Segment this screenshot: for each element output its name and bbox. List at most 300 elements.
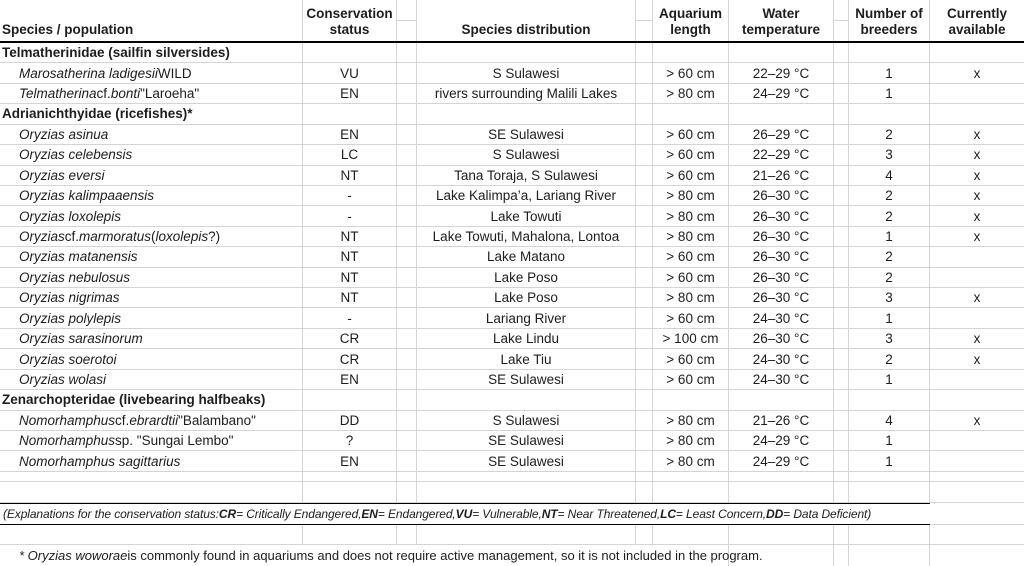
empty-cell[interactable]: [636, 482, 653, 502]
text-segment: is commonly found in aquariums and does not require active management, so it is not included in the program.: [127, 547, 763, 563]
status-cell[interactable]: EN: [303, 451, 397, 470]
species-cell[interactable]: [0, 329, 303, 348]
text-segment: ebrardtii: [129, 412, 179, 428]
temperature-cell[interactable]: 22–29 °C: [729, 63, 834, 82]
distribution-cell[interactable]: Lake Poso: [417, 268, 636, 287]
length-cell[interactable]: > 80 cm: [653, 451, 729, 470]
gap-cell[interactable]: [636, 206, 653, 225]
gap-cell[interactable]: [636, 329, 653, 348]
text-segment: LC: [660, 506, 676, 521]
gap-cell[interactable]: [397, 308, 417, 327]
breeders-cell[interactable]: 1: [849, 451, 930, 470]
temperature-cell[interactable]: 26–30 °C: [729, 227, 834, 246]
gap-cell[interactable]: [636, 247, 653, 266]
status-cell[interactable]: [303, 390, 397, 409]
gap-cell[interactable]: [834, 247, 849, 266]
distribution-cell[interactable]: [417, 104, 636, 123]
gap-cell[interactable]: [397, 166, 417, 185]
status-cell[interactable]: [303, 104, 397, 123]
available-cell[interactable]: x: [973, 65, 981, 81]
temperature-cell[interactable]: 26–30 °C: [729, 288, 834, 307]
gap-cell[interactable]: [397, 288, 417, 307]
empty-cell[interactable]: [930, 525, 1024, 544]
status-cell[interactable]: EN: [303, 125, 397, 144]
temperature-cell[interactable]: 26–30 °C: [729, 186, 834, 205]
species-row: [0, 308, 1024, 328]
empty-cell[interactable]: [303, 472, 397, 481]
gap-cell[interactable]: [636, 390, 653, 409]
text-segment: Oryzias kalimpaaensis: [19, 188, 155, 204]
breeders-cell[interactable]: 1: [849, 227, 930, 246]
status-cell[interactable]: NT: [303, 247, 397, 266]
empty-cell[interactable]: [653, 482, 729, 502]
gap-cell[interactable]: [397, 370, 417, 389]
available-cell[interactable]: [930, 268, 1024, 287]
gap-cell[interactable]: [834, 186, 849, 205]
length-cell[interactable]: > 80 cm: [653, 84, 729, 103]
breeders-cell[interactable]: 4: [849, 166, 930, 185]
species-cell[interactable]: [0, 268, 303, 287]
available-cell[interactable]: [930, 451, 1024, 470]
species-cell[interactable]: [0, 349, 303, 368]
available-cell[interactable]: [930, 247, 1024, 266]
empty-cell[interactable]: [729, 525, 834, 544]
empty-cell[interactable]: [930, 545, 1024, 566]
distribution-cell[interactable]: rivers surrounding Malili Lakes: [417, 84, 636, 103]
text-segment: Telmatherina: [19, 86, 97, 102]
breeders-cell[interactable]: 1: [849, 431, 930, 450]
length-cell[interactable]: [653, 104, 729, 123]
gap-cell[interactable]: [636, 411, 653, 430]
temperature-cell[interactable]: 21–26 °C: [729, 411, 834, 430]
gap-cell[interactable]: [834, 145, 849, 164]
temperature-cell[interactable]: 24–29 °C: [729, 451, 834, 470]
length-cell[interactable]: [653, 390, 729, 409]
species-cell[interactable]: [0, 370, 303, 389]
length-cell[interactable]: > 60 cm: [653, 125, 729, 144]
empty-cell[interactable]: [849, 472, 930, 481]
text-segment: Nomorhamphus: [19, 412, 116, 428]
gap-cell[interactable]: [834, 288, 849, 307]
species-cell[interactable]: [0, 451, 303, 470]
temperature-cell[interactable]: 22–29 °C: [729, 145, 834, 164]
header-line: Currently: [946, 6, 1007, 21]
temperature-cell[interactable]: 26–30 °C: [729, 329, 834, 348]
text-segment: NT: [541, 506, 558, 521]
distribution-cell[interactable]: SE Sulawesi: [417, 451, 636, 470]
distribution-cell[interactable]: SE Sulawesi: [417, 370, 636, 389]
gap-cell[interactable]: [834, 125, 849, 144]
length-cell[interactable]: > 60 cm: [653, 370, 729, 389]
gap-cell[interactable]: [834, 227, 849, 246]
gap-cell[interactable]: [636, 268, 653, 287]
temperature-cell[interactable]: [729, 104, 834, 123]
empty-cell[interactable]: [0, 482, 303, 502]
status-cell[interactable]: EN: [303, 370, 397, 389]
temperature-cell[interactable]: 26–30 °C: [729, 206, 834, 225]
text-segment: = Near Threatened,: [557, 506, 661, 521]
available-cell[interactable]: [930, 43, 1024, 62]
breeders-cell[interactable]: 2: [849, 125, 930, 144]
temperature-cell[interactable]: 24–30 °C: [729, 308, 834, 327]
available-cell[interactable]: [930, 104, 1024, 123]
status-cell[interactable]: -: [303, 308, 397, 327]
text-segment: Oryzias sarasinorum: [19, 331, 143, 347]
status-cell[interactable]: NT: [303, 166, 397, 185]
distribution-cell[interactable]: Lake Poso: [417, 288, 636, 307]
length-cell[interactable]: > 60 cm: [653, 247, 729, 266]
temperature-cell[interactable]: [729, 43, 834, 62]
breeders-cell[interactable]: [849, 390, 930, 409]
breeders-cell[interactable]: 3: [849, 288, 930, 307]
gap-cell[interactable]: [636, 104, 653, 123]
distribution-cell[interactable]: S Sulawesi: [417, 411, 636, 430]
gap-cell[interactable]: [397, 390, 417, 409]
gap-cell[interactable]: [834, 390, 849, 409]
breeders-cell[interactable]: [849, 104, 930, 123]
distribution-cell[interactable]: SE Sulawesi: [417, 125, 636, 144]
gap-cell[interactable]: [636, 84, 653, 103]
gap-cell[interactable]: [834, 349, 849, 368]
temperature-cell[interactable]: 21–26 °C: [729, 166, 834, 185]
empty-cell[interactable]: [417, 472, 636, 481]
species-cell[interactable]: [0, 186, 303, 205]
text-segment: Oryzias nigrimas: [19, 290, 120, 306]
gap-cell[interactable]: [397, 104, 417, 123]
breeders-cell[interactable]: 1: [849, 370, 930, 389]
temperature-cell[interactable]: 24–30 °C: [729, 349, 834, 368]
gap-cell[interactable]: [834, 63, 849, 82]
empty-cell[interactable]: [930, 503, 1024, 525]
species-cell[interactable]: Zenarchopteridae (livebearing halfbeaks): [0, 390, 303, 409]
available-cell[interactable]: [930, 431, 1024, 450]
empty-cell[interactable]: [653, 525, 729, 544]
gap-cell[interactable]: [834, 166, 849, 185]
breeders-cell[interactable]: 2: [849, 206, 930, 225]
text-segment: "Balambano": [178, 412, 256, 428]
empty-row: [0, 482, 1024, 503]
gap-cell[interactable]: [397, 411, 417, 430]
species-row: [0, 349, 1024, 369]
header-gap-cell[interactable]: [834, 0, 849, 41]
gap-cell[interactable]: [397, 329, 417, 348]
gap-cell[interactable]: [636, 166, 653, 185]
species-cell[interactable]: [0, 308, 303, 327]
gap-cell[interactable]: [397, 227, 417, 246]
conservation-status-legend[interactable]: [0, 503, 930, 525]
species-row: [0, 186, 1024, 206]
species-cell[interactable]: [0, 227, 303, 246]
text-segment: Nomorhamphus sagittarius: [19, 453, 181, 469]
available-cell[interactable]: [930, 308, 1024, 327]
empty-cell[interactable]: [849, 525, 930, 544]
gap-cell[interactable]: [636, 125, 653, 144]
breeders-cell[interactable]: 1: [849, 63, 930, 82]
header-water-temperature[interactable]: [729, 0, 834, 41]
available-cell[interactable]: x: [973, 331, 981, 347]
gap-cell[interactable]: [636, 43, 653, 62]
gap-cell[interactable]: [834, 411, 849, 430]
gap-cell[interactable]: [834, 104, 849, 123]
breeders-cell[interactable]: 2: [849, 186, 930, 205]
empty-cell[interactable]: [729, 482, 834, 502]
text-segment: VU: [455, 506, 473, 521]
species-row: [0, 288, 1024, 308]
length-cell[interactable]: > 80 cm: [653, 186, 729, 205]
empty-cell[interactable]: [729, 472, 834, 481]
empty-cell[interactable]: [834, 545, 849, 566]
breeders-cell[interactable]: 3: [849, 145, 930, 164]
gap-cell[interactable]: [834, 84, 849, 103]
species-row: [0, 247, 1024, 267]
gap-cell[interactable]: [636, 349, 653, 368]
gap-cell[interactable]: [834, 431, 849, 450]
family-row: [0, 104, 1024, 124]
gap-cell[interactable]: [397, 84, 417, 103]
distribution-cell[interactable]: SE Sulawesi: [417, 431, 636, 450]
temperature-cell[interactable]: 26–30 °C: [729, 268, 834, 287]
gap-cell[interactable]: [397, 63, 417, 82]
status-cell[interactable]: CR: [303, 329, 397, 348]
species-cell[interactable]: [0, 145, 303, 164]
gap-cell[interactable]: [636, 308, 653, 327]
empty-cell[interactable]: [397, 525, 417, 544]
length-cell[interactable]: > 60 cm: [653, 349, 729, 368]
empty-cell[interactable]: [930, 482, 1024, 502]
header-number-of-breeders[interactable]: [849, 0, 930, 41]
species-cell[interactable]: [0, 125, 303, 144]
gap-cell[interactable]: [834, 370, 849, 389]
gap-cell[interactable]: [636, 186, 653, 205]
temperature-cell[interactable]: 24–29 °C: [729, 431, 834, 450]
text-segment: CR: [218, 506, 237, 521]
text-segment: * Oryzias woworae: [19, 547, 128, 563]
available-cell[interactable]: x: [973, 188, 981, 204]
empty-cell[interactable]: [849, 482, 930, 502]
breeders-cell[interactable]: 2: [849, 268, 930, 287]
empty-cell[interactable]: [0, 525, 303, 544]
available-cell[interactable]: [930, 390, 1024, 409]
length-cell[interactable]: > 80 cm: [653, 227, 729, 246]
header-conservation-status[interactable]: [303, 0, 397, 41]
species-cell[interactable]: [0, 411, 303, 430]
status-cell[interactable]: ?: [303, 431, 397, 450]
header-line: status: [329, 22, 370, 37]
gap-cell[interactable]: [397, 206, 417, 225]
species-row: [0, 63, 1024, 83]
empty-row: [0, 472, 1024, 482]
text-segment: Oryzias nebulosus: [19, 269, 131, 285]
status-cell[interactable]: LC: [303, 145, 397, 164]
empty-cell[interactable]: [834, 482, 849, 502]
species-row: [0, 145, 1024, 165]
gap-cell[interactable]: [636, 451, 653, 470]
header-species-distribution[interactable]: Species distribution: [417, 0, 636, 41]
breeders-cell[interactable]: 3: [849, 329, 930, 348]
status-cell[interactable]: DD: [303, 411, 397, 430]
footnote-text[interactable]: [0, 545, 763, 566]
header-line: available: [948, 22, 1006, 37]
species-cell[interactable]: Adrianichthyidae (ricefishes)*: [0, 104, 303, 123]
distribution-cell[interactable]: Lake Towuti: [417, 206, 636, 225]
status-cell[interactable]: VU: [303, 63, 397, 82]
breeders-cell[interactable]: 2: [849, 247, 930, 266]
length-cell[interactable]: [653, 43, 729, 62]
species-cell[interactable]: [0, 84, 303, 103]
gap-cell[interactable]: [397, 145, 417, 164]
length-cell[interactable]: > 80 cm: [653, 411, 729, 430]
empty-cell[interactable]: [834, 472, 849, 481]
text-segment: Oryzias celebensis: [19, 147, 133, 163]
species-row: [0, 268, 1024, 288]
empty-cell[interactable]: [0, 472, 303, 481]
length-cell[interactable]: > 60 cm: [653, 166, 729, 185]
header-currently-available[interactable]: [930, 0, 1024, 41]
status-cell[interactable]: NT: [303, 268, 397, 287]
gap-cell[interactable]: [834, 268, 849, 287]
header-line: temperature: [741, 22, 821, 37]
available-cell[interactable]: x: [973, 229, 981, 244]
status-cell[interactable]: -: [303, 206, 397, 225]
breeders-cell[interactable]: 4: [849, 411, 930, 430]
distribution-cell[interactable]: Lake Lindu: [417, 329, 636, 348]
temperature-cell[interactable]: 24–29 °C: [729, 84, 834, 103]
gap-cell[interactable]: [834, 206, 849, 225]
distribution-cell[interactable]: Lake Kalimpa’a, Lariang River: [417, 186, 636, 205]
distribution-cell[interactable]: S Sulawesi: [417, 63, 636, 82]
species-cell[interactable]: [0, 166, 303, 185]
breeders-cell[interactable]: [849, 43, 930, 62]
distribution-cell[interactable]: Lake Tiu: [417, 349, 636, 368]
status-cell[interactable]: [303, 43, 397, 62]
available-cell[interactable]: x: [973, 412, 981, 428]
text-segment: Oryzias asinua: [19, 126, 109, 142]
distribution-cell[interactable]: Lariang River: [417, 308, 636, 327]
species-cell[interactable]: Telmatherinidae (sailfin silversides): [0, 43, 303, 62]
header-gap-cell[interactable]: [636, 0, 653, 41]
status-cell[interactable]: EN: [303, 84, 397, 103]
species-cell[interactable]: [0, 63, 303, 82]
gap-cell[interactable]: [397, 186, 417, 205]
distribution-cell[interactable]: S Sulawesi: [417, 145, 636, 164]
empty-cell[interactable]: [729, 545, 834, 566]
distribution-cell[interactable]: Tana Toraja, S Sulawesi: [417, 166, 636, 185]
species-cell[interactable]: [0, 431, 303, 450]
distribution-cell[interactable]: Lake Matano: [417, 247, 636, 266]
gap-cell[interactable]: [636, 63, 653, 82]
length-cell[interactable]: > 100 cm: [653, 329, 729, 348]
status-cell[interactable]: CR: [303, 349, 397, 368]
available-cell[interactable]: x: [973, 290, 981, 306]
available-cell[interactable]: x: [973, 351, 981, 367]
text-segment: Oryzias matanensis: [19, 249, 138, 265]
empty-cell[interactable]: [417, 525, 636, 544]
available-cell[interactable]: x: [973, 126, 981, 142]
available-cell[interactable]: [930, 84, 1024, 103]
status-cell[interactable]: -: [303, 186, 397, 205]
gap-cell[interactable]: [636, 227, 653, 246]
status-cell[interactable]: NT: [303, 288, 397, 307]
header-species-population[interactable]: Species / population: [0, 0, 303, 41]
available-cell[interactable]: x: [973, 167, 981, 183]
gap-cell[interactable]: [397, 349, 417, 368]
temperature-cell[interactable]: 26–29 °C: [729, 125, 834, 144]
text-segment: EN: [361, 506, 378, 521]
gap-cell[interactable]: [397, 43, 417, 62]
text-segment: WILD: [157, 65, 192, 81]
header-aquarium-length[interactable]: [653, 0, 729, 41]
empty-cell[interactable]: [303, 525, 397, 544]
length-cell[interactable]: > 80 cm: [653, 288, 729, 307]
text-segment: bonti: [110, 86, 141, 102]
text-segment: Oryzias soerotoi: [19, 351, 117, 367]
gap-cell[interactable]: [834, 451, 849, 470]
gap-cell[interactable]: [636, 431, 653, 450]
length-cell[interactable]: > 60 cm: [653, 63, 729, 82]
available-cell[interactable]: x: [973, 147, 981, 163]
species-row: [0, 451, 1024, 471]
length-cell[interactable]: > 80 cm: [653, 206, 729, 225]
empty-cell[interactable]: [636, 525, 653, 544]
gap-cell[interactable]: [636, 370, 653, 389]
length-cell[interactable]: > 60 cm: [653, 268, 729, 287]
text-segment: DD: [766, 506, 784, 521]
empty-cell[interactable]: [653, 472, 729, 481]
distribution-cell[interactable]: [417, 43, 636, 62]
length-cell[interactable]: > 60 cm: [653, 145, 729, 164]
species-row: [0, 329, 1024, 349]
gap-cell[interactable]: [834, 43, 849, 62]
gap-cell[interactable]: [397, 125, 417, 144]
gap-cell[interactable]: [397, 431, 417, 450]
gap-cell[interactable]: [834, 329, 849, 348]
empty-cell[interactable]: [397, 482, 417, 502]
gap-cell[interactable]: [397, 268, 417, 287]
empty-cell[interactable]: [417, 482, 636, 502]
empty-cell[interactable]: [930, 472, 1024, 481]
species-cell[interactable]: [0, 247, 303, 266]
gap-cell[interactable]: [397, 247, 417, 266]
available-cell[interactable]: [930, 370, 1024, 389]
temperature-cell[interactable]: [729, 390, 834, 409]
header-gap-cell[interactable]: [397, 0, 417, 41]
empty-cell[interactable]: [397, 472, 417, 481]
length-cell[interactable]: > 60 cm: [653, 308, 729, 327]
distribution-cell[interactable]: Lake Towuti, Mahalona, Lontoa: [417, 227, 636, 246]
empty-cell[interactable]: [303, 482, 397, 502]
species-cell[interactable]: [0, 288, 303, 307]
length-cell[interactable]: > 80 cm: [653, 431, 729, 450]
status-cell[interactable]: NT: [303, 227, 397, 246]
text-segment: = Data Deficient): [783, 506, 872, 521]
species-cell[interactable]: [0, 206, 303, 225]
gap-cell[interactable]: [636, 288, 653, 307]
breeders-cell[interactable]: 1: [849, 84, 930, 103]
distribution-cell[interactable]: [417, 390, 636, 409]
gap-cell[interactable]: [636, 145, 653, 164]
temperature-cell[interactable]: 24–30 °C: [729, 370, 834, 389]
temperature-cell[interactable]: 26–30 °C: [729, 247, 834, 266]
species-row: [0, 431, 1024, 451]
gap-cell[interactable]: [834, 308, 849, 327]
empty-cell[interactable]: [636, 472, 653, 481]
breeders-cell[interactable]: 2: [849, 349, 930, 368]
empty-cell[interactable]: [849, 545, 930, 566]
gap-cell[interactable]: [397, 451, 417, 470]
breeders-cell[interactable]: 1: [849, 308, 930, 327]
available-cell[interactable]: x: [973, 208, 981, 224]
empty-cell[interactable]: [834, 525, 849, 544]
